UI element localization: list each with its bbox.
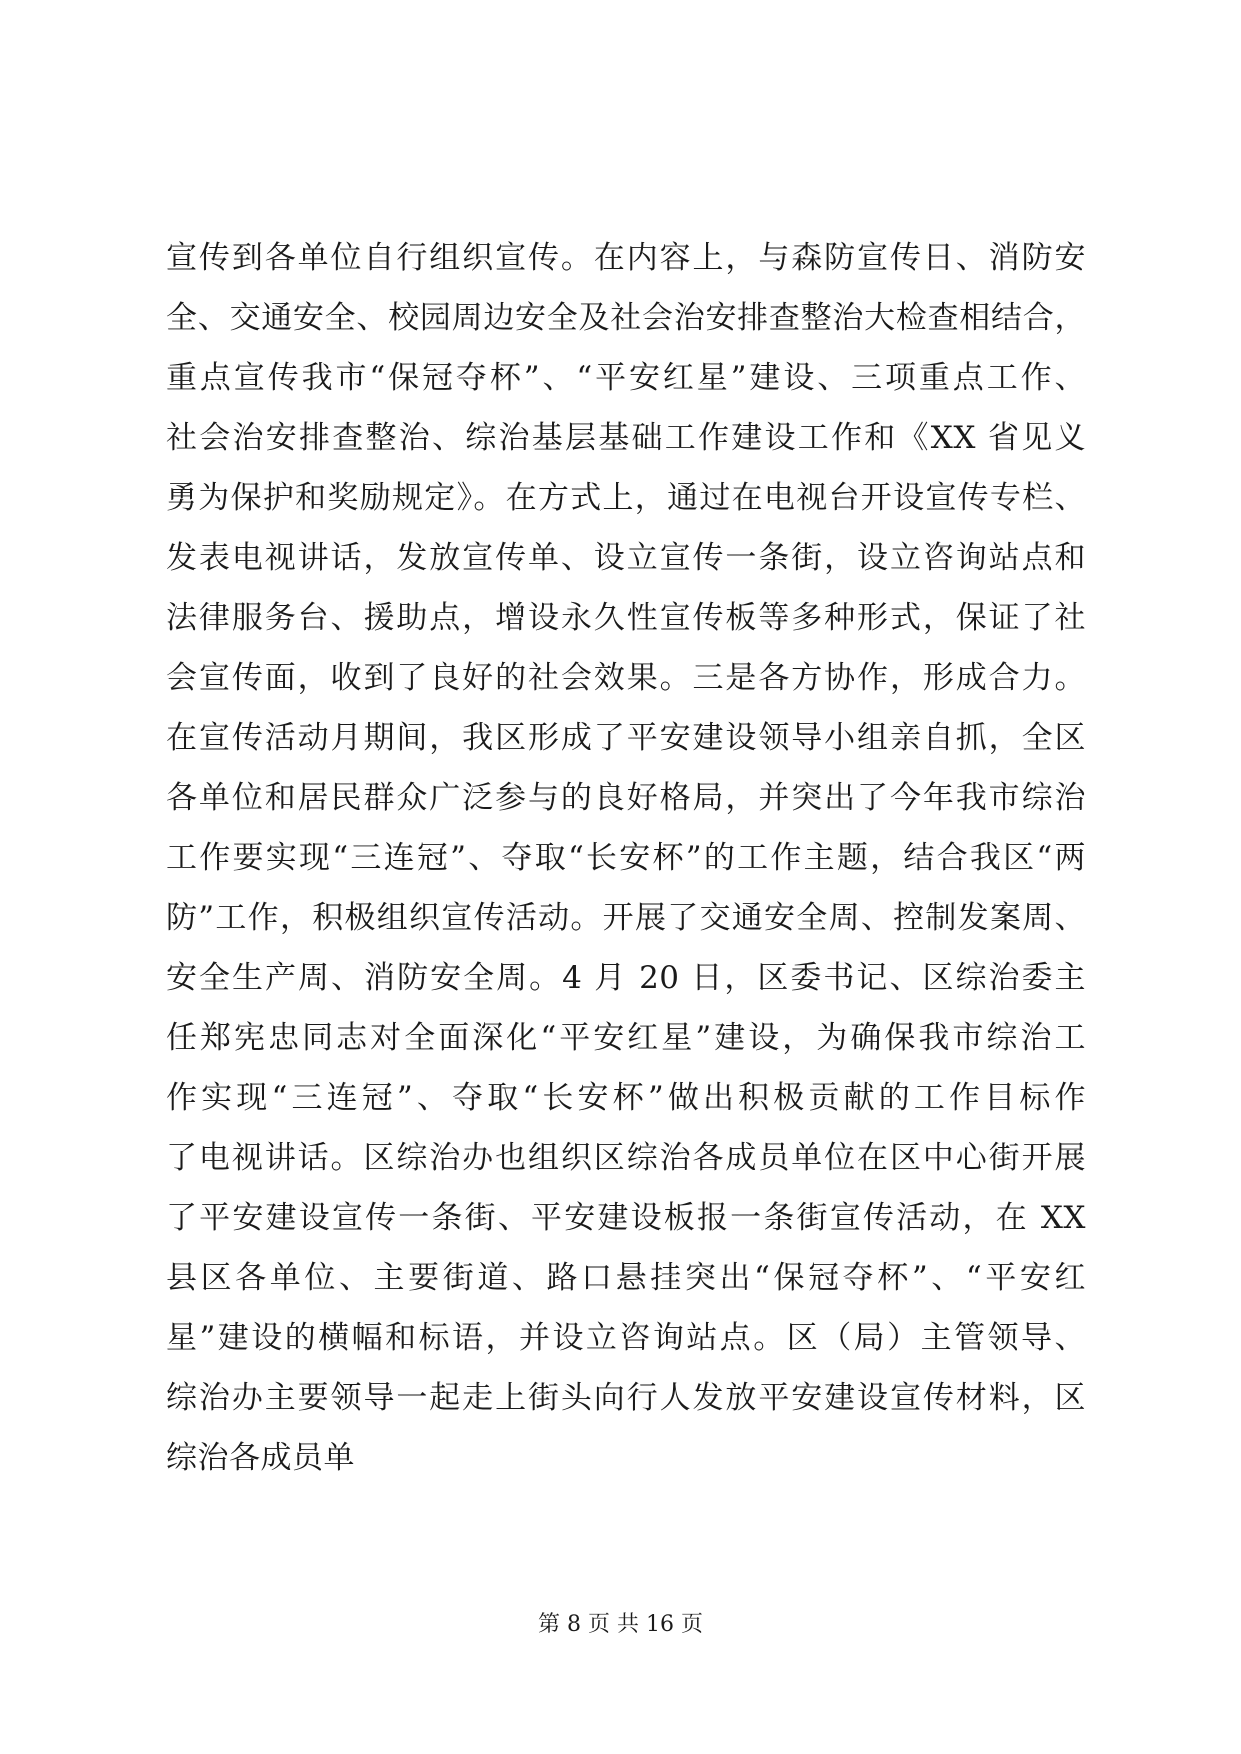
text-line: 任郑宪忠同志对全面深化“平安红星”建设，为确保我市综治工 xyxy=(166,1020,1086,1056)
text-line: 全、交通安全、校园周边安全及社会治安排查整治大检查相结合， xyxy=(166,300,1086,336)
text-line: 各单位和居民群众广泛参与的良好格局，并突出了今年我市综治 xyxy=(166,780,1086,816)
text-line: 作实现“三连冠”、夺取“长安杯”做出积极贡献的工作目标作 xyxy=(166,1080,1086,1116)
text-line: 社会治安排查整治、综治基层基础工作建设工作和《XX 省见义 xyxy=(166,420,1086,456)
text-line: 了平安建设宣传一条街、平安建设板报一条街宣传活动，在 XX xyxy=(166,1200,1086,1236)
text-line: 法律服务台、援助点，增设永久性宣传板等多种形式，保证了社 xyxy=(166,600,1086,636)
text-line: 重点宣传我市“保冠夺杯”、“平安红星”建设、三项重点工作、 xyxy=(166,360,1086,396)
text-line: 防”工作，积极组织宣传活动。开展了交通安全周、控制发案周、 xyxy=(166,900,1086,936)
text-line: 发表电视讲话，发放宣传单、设立宣传一条街，设立咨询站点和 xyxy=(166,540,1086,576)
page-number-footer: 第 8 页 共 16 页 xyxy=(538,1612,703,1637)
text-line: 安全生产周、消防安全周。4 月 20 日，区委书记、区综治委主 xyxy=(166,960,1086,996)
text-line: 星”建设的横幅和标语，并设立咨询站点。区（局）主管领导、 xyxy=(166,1320,1086,1356)
body-text xyxy=(166,228,1086,1488)
text-line: 工作要实现“三连冠”、夺取“长安杯”的工作主题，结合我区“两 xyxy=(166,840,1086,876)
text-line: 勇为保护和奖励规定》。在方式上，通过在电视台开设宣传专栏、 xyxy=(166,480,1086,516)
text-line: 在宣传活动月期间，我区形成了平安建设领导小组亲自抓，全区 xyxy=(166,720,1086,756)
text-line: 宣传到各单位自行组织宣传。在内容上，与森防宣传日、消防安 xyxy=(166,240,1086,276)
text-line: 综治办主要领导一起走上街头向行人发放平安建设宣传材料，区 xyxy=(166,1380,1086,1416)
text-line: 了电视讲话。区综治办也组织区综治各成员单位在区中心街开展 xyxy=(166,1140,1086,1176)
text-line: 县区各单位、主要街道、路口悬挂突出“保冠夺杯”、“平安红 xyxy=(166,1260,1086,1296)
text-line: 综治各成员单 xyxy=(166,1440,355,1476)
text-line: 会宣传面，收到了良好的社会效果。三是各方协作，形成合力。 xyxy=(166,660,1086,696)
